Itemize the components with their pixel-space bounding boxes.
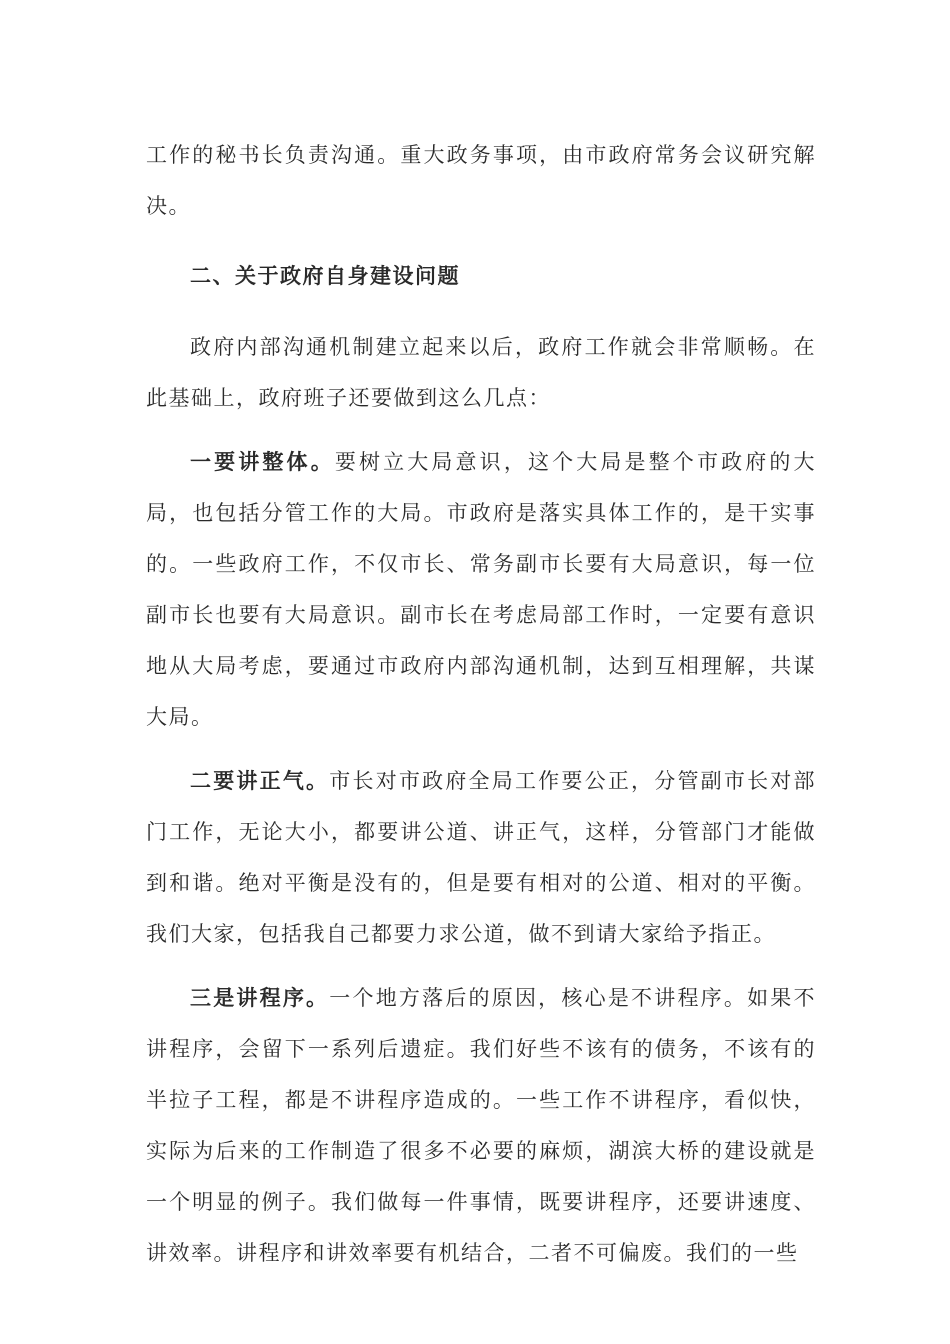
paragraph-point-3	[146, 972, 816, 1279]
point-1-body: 要树立大局意识，这个大局是整个市政府的大局，也包括分管工作的大局。市政府是落实具体工作的，是干实事的。一些政府工作，不仅市长、常务副市长要有大局意识，每一位副市长也要有大局意识。副市长在考虑局部工作时，一定要有意识地从大局考虑，要通过市政府内部沟通机制，达到互相理解，共谋大局。	[146, 450, 817, 729]
document-body	[146, 130, 816, 1279]
paragraph-point-1	[146, 436, 816, 743]
section-heading: 二、关于政府自身建设问题	[190, 263, 460, 288]
paragraph-continuation: 工作的秘书长负责沟通。重大政务事项，由市政府常务会议研究解决。	[146, 143, 816, 218]
paragraph-point-2	[146, 755, 816, 960]
point-3-lead: 三是讲程序。	[190, 985, 330, 1010]
point-2-lead: 二要讲正气。	[190, 768, 330, 793]
point-2-body: 市长对市政府全局工作要公正，分管副市长对部门工作，无论大小，都要讲公道、讲正气，这样，分管部门才能做到和谐。绝对平衡是没有的，但是要有相对的公道、相对的平衡。我们大家，包括我自己都要力求公道，做不到请大家给予指正。	[146, 769, 817, 946]
paragraph-intro: 政府内部沟通机制建立起来以后，政府工作就会非常顺畅。在此基础上，政府班子还要做到这么几点：	[146, 335, 816, 410]
point-1-lead: 一要讲整体。	[190, 449, 335, 474]
point-3-body: 一个地方落后的原因，核心是不讲程序。如果不讲程序，会留下一系列后遗症。我们好些不该有的债务，不该有的半拉子工程，都是不讲程序造成的。一些工作不讲程序，看似快，实际为后来的工作制造了很多不必要的麻烦，湖滨大桥的建设就是一个明显的例子。我们做每一件事情，既要讲程序，还要讲速度、讲效率。讲程序和讲效率要有机结合，二者不可偏废。我们的一些	[146, 986, 817, 1265]
